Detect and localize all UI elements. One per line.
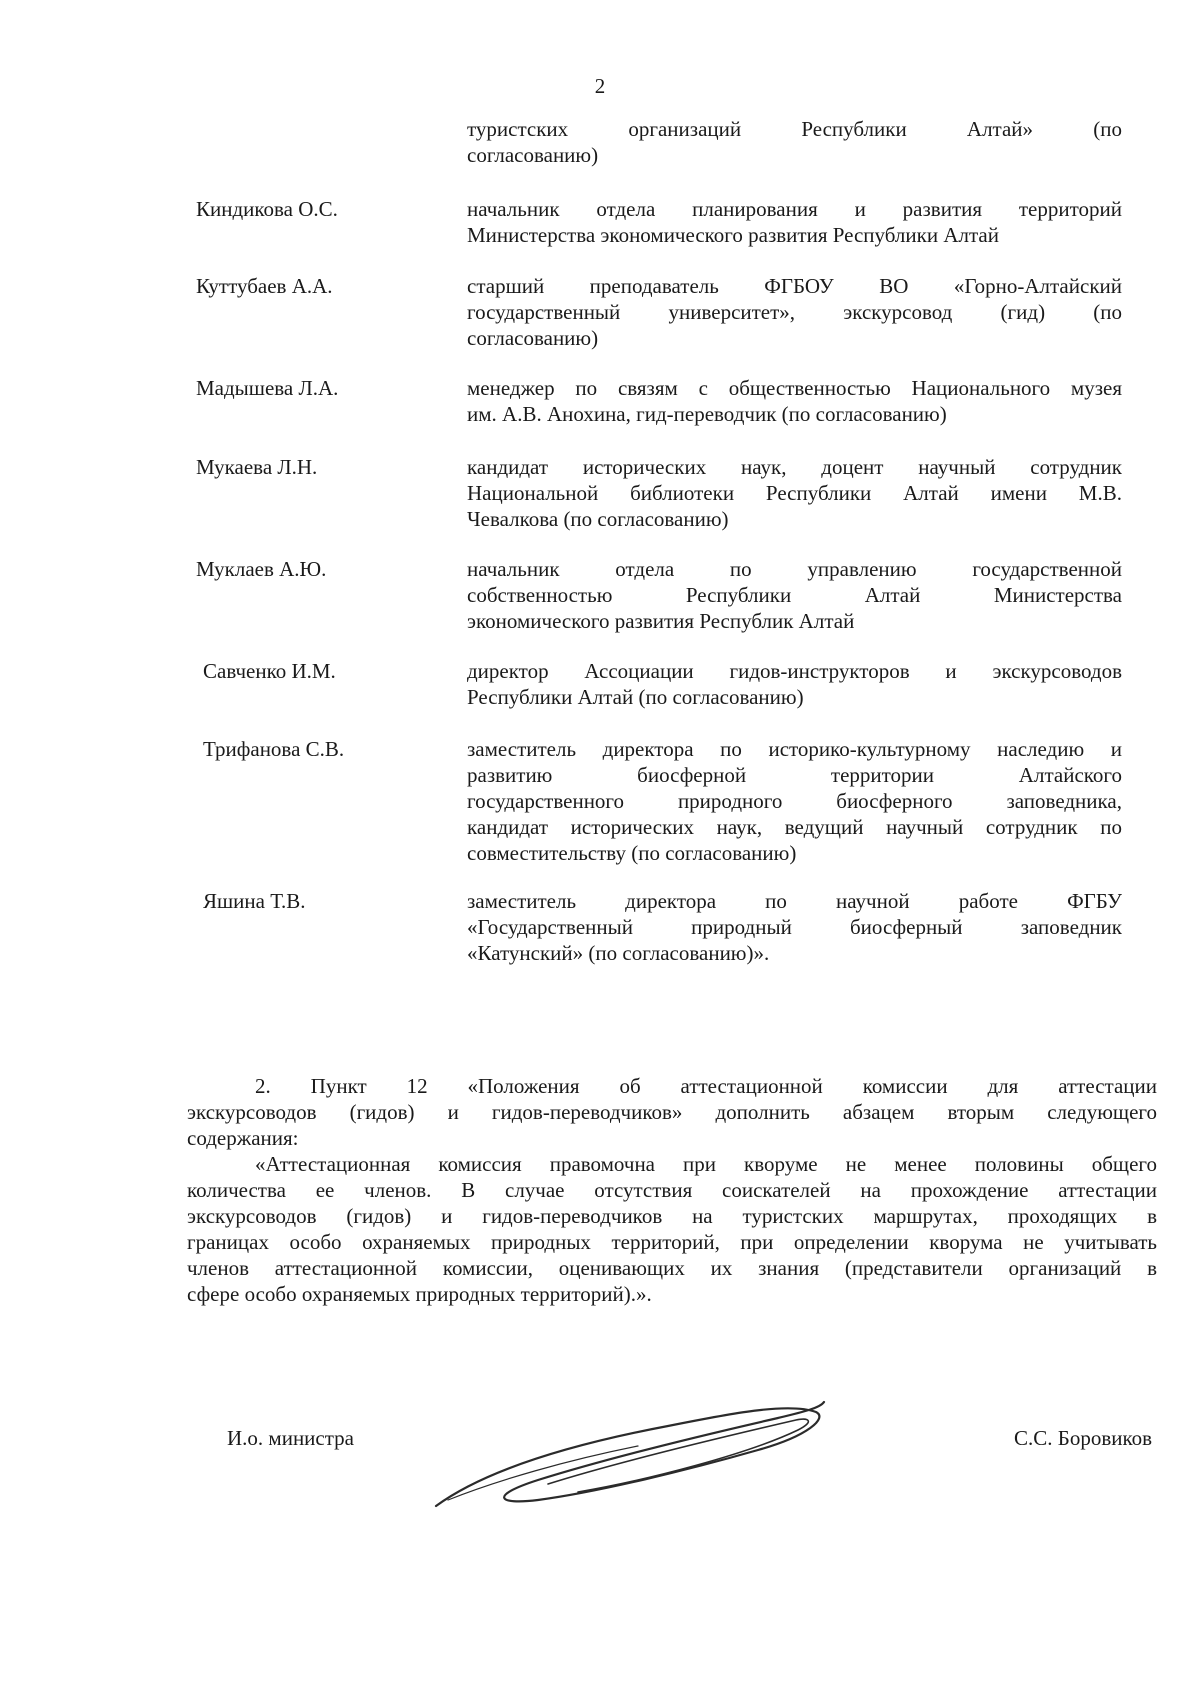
description-line: старший преподаватель ФГБОУ ВО «Горно-Алтайский <box>467 274 1122 298</box>
description-line: кандидат исторических наук, доцент научный сотрудник <box>467 455 1122 479</box>
description-line: «Государственный природный биосферный заповедник <box>467 915 1122 939</box>
paragraph-line: сфере особо охраняемых природных территорий).». <box>187 1282 652 1306</box>
paragraph-line: «Аттестационная комиссия правомочна при кворуме не менее половины общего <box>255 1152 1157 1176</box>
description-line: им. А.В. Анохина, гид-переводчик (по согласованию) <box>467 402 947 426</box>
member-name: Мукаева Л.Н. <box>196 455 318 479</box>
amendment-section <box>187 1073 1157 1307</box>
paragraph-line: экскурсоводов (гидов) и гидов-переводчиков» дополнить абзацем вторым следующего <box>187 1100 1157 1124</box>
member-description <box>467 273 1122 351</box>
description-line: заместитель директора по научной работе ФГБУ <box>467 889 1122 913</box>
description-line: Министерства экономического развития Республики Алтай <box>467 223 999 247</box>
member-name: Киндикова О.С. <box>196 197 338 221</box>
description-line: государственного природного биосферного заповедника, <box>467 789 1122 813</box>
description-line: туристских организаций Республики Алтай» (по <box>467 117 1122 141</box>
description-line: Республики Алтай (по согласованию) <box>467 685 804 709</box>
paragraph-line: членов аттестационной комиссии, оценивающих их знания (представители организаций в <box>187 1256 1157 1280</box>
description-line: начальник отдела планирования и развития территорий <box>467 197 1122 221</box>
member-description <box>467 888 1122 966</box>
member-name: Яшина Т.В. <box>203 889 306 913</box>
member-description <box>467 556 1122 634</box>
handwritten-signature-icon <box>428 1388 828 1518</box>
paragraph-line: границах особо охраняемых природных территорий, при определении кворума не учитывать <box>187 1230 1157 1254</box>
description-line: согласованию) <box>467 326 599 350</box>
member-description <box>467 196 1122 248</box>
member-description <box>467 736 1122 866</box>
member-description <box>467 116 1122 168</box>
description-line: Национальной библиотеки Республики Алтай имени М.В. <box>467 481 1122 505</box>
description-line: собственностью Республики Алтай Министерства <box>467 583 1122 607</box>
description-line: «Катунский» (по согласованию)». <box>467 941 770 965</box>
description-line: кандидат исторических наук, ведущий научный сотрудник по <box>467 815 1122 839</box>
member-description <box>467 375 1122 427</box>
description-line: начальник отдела по управлению государственной <box>467 557 1122 581</box>
description-line: менеджер по связям с общественностью Национального музея <box>467 376 1122 400</box>
member-name: Трифанова С.В. <box>203 737 345 761</box>
member-description <box>467 454 1122 532</box>
paragraph-line: экскурсоводов (гидов) и гидов-переводчиков на туристских маршрутах, проходящих в <box>187 1204 1157 1228</box>
signer-name: С.С. Боровиков <box>1014 1426 1153 1450</box>
member-name: Мадышева Л.А. <box>196 376 339 400</box>
description-line: экономического развития Республик Алтай <box>467 609 855 633</box>
description-line: заместитель директора по историко-культурному наследию и <box>467 737 1122 761</box>
member-name: Муклаев А.Ю. <box>196 557 327 581</box>
description-line: согласованию) <box>467 143 599 167</box>
description-line: развитию биосферной территории Алтайского <box>467 763 1122 787</box>
paragraph-line: количества ее членов. В случае отсутствия соискателей на прохождение аттестации <box>187 1178 1157 1202</box>
description-line: Чевалкова (по согласованию) <box>467 507 729 531</box>
page-number: 2 <box>594 74 606 98</box>
description-line: совместительству (по согласованию) <box>467 841 797 865</box>
signer-role: И.о. министра <box>227 1426 354 1450</box>
amendment-paragraph-1 <box>187 1073 1157 1151</box>
description-line: государственный университет», экскурсовод (гид) (по <box>467 300 1122 324</box>
paragraph-line: содержания: <box>187 1126 299 1150</box>
description-line: директор Ассоциации гидов-инструкторов и экскурсоводов <box>467 659 1122 683</box>
member-name: Куттубаев А.А. <box>196 274 333 298</box>
member-description <box>467 658 1122 710</box>
paragraph-line: 2. Пункт 12 «Положения об аттестационной комиссии для аттестации <box>255 1074 1157 1098</box>
amendment-paragraph-2 <box>187 1151 1157 1307</box>
member-name: Савченко И.М. <box>203 659 336 683</box>
